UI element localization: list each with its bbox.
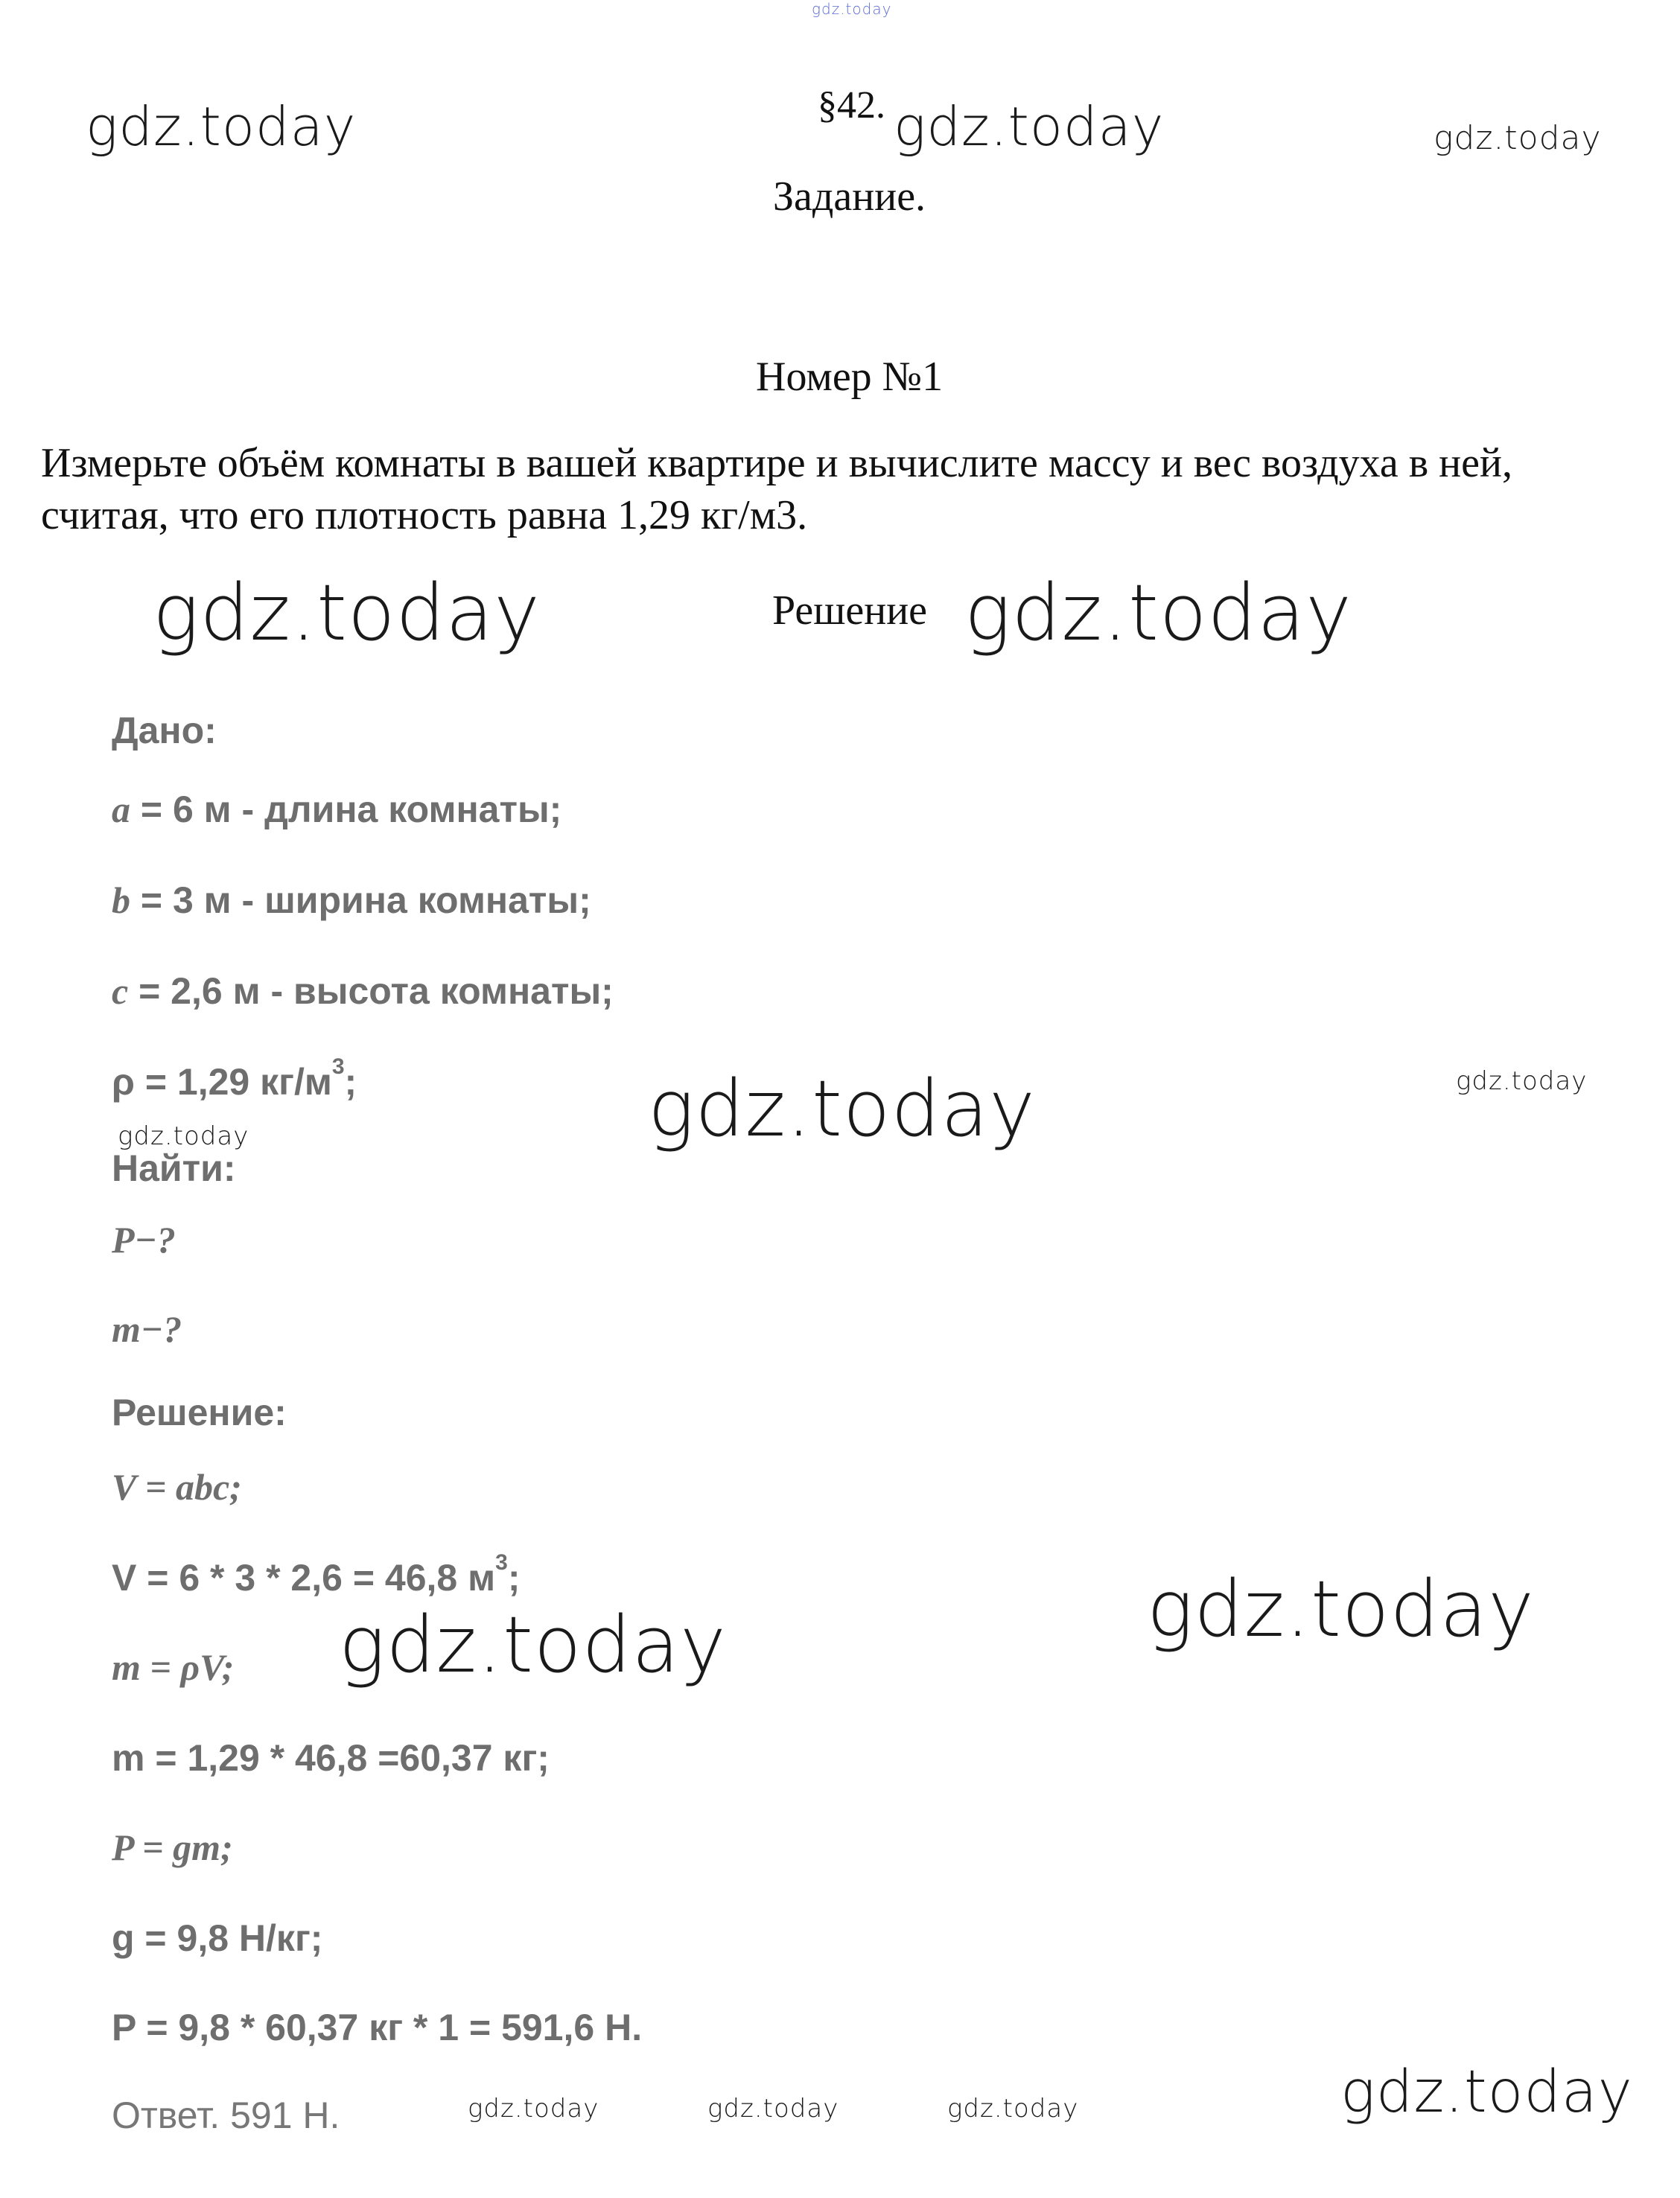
given-height-text: = 2,6 м - высота комнаты; [128,970,614,1012]
watermark-bottom-small-3: gdz.today [947,2094,1079,2124]
given-length [112,788,561,831]
given-title: Дано: [112,710,217,751]
watermark-lower-right: gdz.today [1147,1564,1535,1654]
find-weight [112,1218,176,1261]
watermark-middle-center: gdz.today [648,1063,1036,1154]
problem-text-line-2: считая, что его плотность равна 1,29 кг/м3. [41,492,808,538]
watermark-solution-right: gdz.today [964,567,1352,658]
watermark-lower-left: gdz.today [339,1599,727,1690]
solve-title: Решение: [112,1392,287,1433]
watermark-bottom-small-1: gdz.today [468,2094,599,2124]
step-mass-formula-text: m = ρV; [112,1646,235,1688]
step-mass-formula [112,1646,234,1689]
watermark-solution-left: gdz.today [153,567,541,658]
watermark-header-center: gdz.today [894,95,1165,158]
given-height [112,969,614,1013]
given-density-text: ρ = 1,29 кг/м [112,1061,332,1103]
given-density-tail: ; [344,1061,357,1103]
var-c: c [112,970,129,1012]
solution-label: Решение [772,587,928,634]
given-density-exponent: 3 [331,1054,345,1079]
var-a: a [112,789,130,830]
problem-text-line-1: Измерьте объём комнаты в вашей квартире и вычислите массу и вес воздуха в ней, [41,440,1512,486]
watermark-middle-left-small: gdz.today [118,1121,249,1151]
step-volume-formula [112,1465,242,1509]
step-volume-tail: ; [507,1557,521,1599]
step-gravity-value: g = 9,8 Н/кг; [112,1917,323,1959]
watermark-header-right: gdz.today [1434,119,1602,157]
find-title: Найти: [112,1147,236,1189]
step-weight-calc: P = 9,8 * 60,37 кг * 1 = 591,6 Н. [112,2007,643,2048]
step-weight-formula-text: P = gm; [112,1826,233,1868]
given-density [112,1054,357,1103]
watermark-bottom-right: gdz.today [1340,2059,1633,2126]
number-label: Номер №1 [756,354,944,400]
watermark-bottom-small-2: gdz.today [707,2094,839,2124]
task-label: Задание. [773,173,926,220]
find-mass-text: m−? [112,1308,182,1350]
watermark-top-small: gdz.today [812,0,892,18]
given-length-text: = 6 м - длина комнаты; [130,789,562,830]
answer: Ответ. 591 Н. [112,2095,340,2136]
find-weight-text: P−? [112,1219,176,1261]
step-volume-calc-text: V = 6 * 3 * 2,6 = 46,8 м [112,1557,496,1599]
section-number: §42. [818,84,885,127]
given-width [112,879,591,922]
step-volume-formula-text: V = abc; [112,1466,242,1508]
given-width-text: = 3 м - ширина комнаты; [130,879,591,921]
step-volume-exponent: 3 [495,1550,508,1575]
watermark-middle-right-small: gdz.today [1456,1066,1588,1096]
var-b: b [112,879,130,921]
watermark-header-left: gdz.today [86,95,357,158]
step-mass-calc: m = 1,29 * 46,8 =60,37 кг; [112,1737,550,1779]
step-volume-calc [112,1550,521,1599]
find-mass [112,1307,182,1351]
step-weight-formula [112,1826,233,1869]
